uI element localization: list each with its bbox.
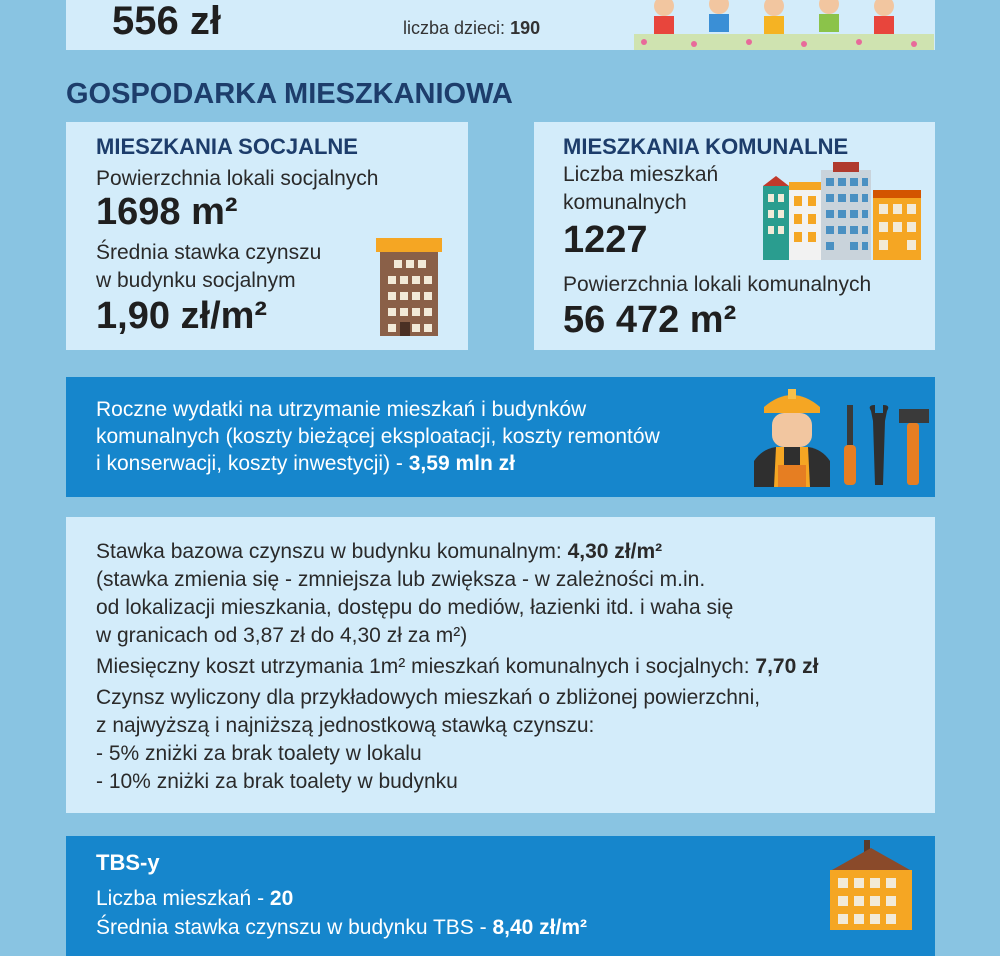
tbs-rent-label: Średnia stawka czynszu w budynku TBS - [96,916,487,939]
tbs-heading: TBS-y [96,850,160,875]
expenses-card [66,377,935,497]
tbs-rent-value: 8,40 zł/m² [492,916,588,939]
top-amount: 556 zł [112,0,221,43]
social-rent-label-2: w budynku socjalnym [96,269,296,292]
communal-count-label-1: Liczba mieszkań [563,163,719,186]
social-rent-label-1: Średnia stawka czynszu [96,241,322,264]
social-building-icon [376,238,442,336]
discount-2: - 10% zniżki za brak toalety w budynku [96,770,458,793]
children-label: liczba dzieci: [403,18,506,38]
top-card [66,0,935,50]
social-area-label: Powierzchnia lokali socjalnych [96,167,379,190]
social-housing-card [66,122,468,350]
monthly-cost-label: Miesięczny koszt utrzymania 1m² mieszkań komunalnych i socjalnych: [96,655,750,678]
social-rent-value: 1,90 zł/m² [96,295,268,337]
communal-housing-card [534,122,935,350]
expenses-value: 3,59 mln zł [408,452,515,475]
calc-line-1: Czynsz wyliczony dla przykładowych mieszkań o zbliżonej powierzchni, [96,686,761,709]
communal-area-value: 56 472 m² [563,299,737,341]
rent-info-card [66,517,935,813]
communal-count-label-2: komunalnych [563,191,687,214]
communal-count-value: 1227 [563,219,648,261]
tbs-building-icon [826,840,916,930]
expenses-line-1: Roczne wydatki na utrzymanie mieszkań i budynków [96,398,587,421]
tools-icon [841,405,931,489]
communal-area-label: Powierzchnia lokali komunalnych [563,273,872,296]
base-rent-value: 4,30 zł/m² [567,540,663,563]
tbs-count-line [96,884,293,913]
expenses-line-2: komunalnych (koszty bieżącej eksploatacji, koszty remontów [96,425,660,448]
discount-1: - 5% zniżki za brak toalety w lokalu [96,742,422,765]
communal-heading: MIESZKANIA KOMUNALNE [563,134,849,159]
base-rent-line [96,537,662,566]
expenses-line-3-text: i konserwacji, koszty inwestycji) - [96,452,403,475]
worker-icon [752,387,832,487]
rent-note-3: w granicach od 3,87 zł do 4,30 zł za m²) [96,624,468,647]
social-area-value: 1698 m² [96,191,238,233]
social-heading: MIESZKANIA SOCJALNE [96,134,358,159]
section-title: GOSPODARKA MIESZKANIOWA [66,78,513,110]
children-value: 190 [510,18,541,38]
children-illustration [634,0,934,50]
rent-note-2: od lokalizacji mieszkania, dostępu do mediów, łazienki itd. i waha się [96,596,734,619]
tbs-rent-line [96,913,587,942]
children-count [403,18,540,39]
tbs-count-value: 20 [269,887,294,910]
tbs-count-label: Liczba mieszkań - [96,887,265,910]
expenses-line-3 [96,449,515,478]
communal-buildings-icon [763,162,923,260]
base-rent-label: Stawka bazowa czynszu w budynku komunalnym: [96,540,562,563]
monthly-cost-line [96,652,818,681]
calc-line-2: z najwyższą i najniższą jednostkową stawką czynszu: [96,714,595,737]
rent-note-1: (stawka zmienia się - zmniejsza lub zwiększa - w zależności m.in. [96,568,706,591]
monthly-cost-value: 7,70 zł [755,655,819,678]
tbs-card [66,836,935,956]
